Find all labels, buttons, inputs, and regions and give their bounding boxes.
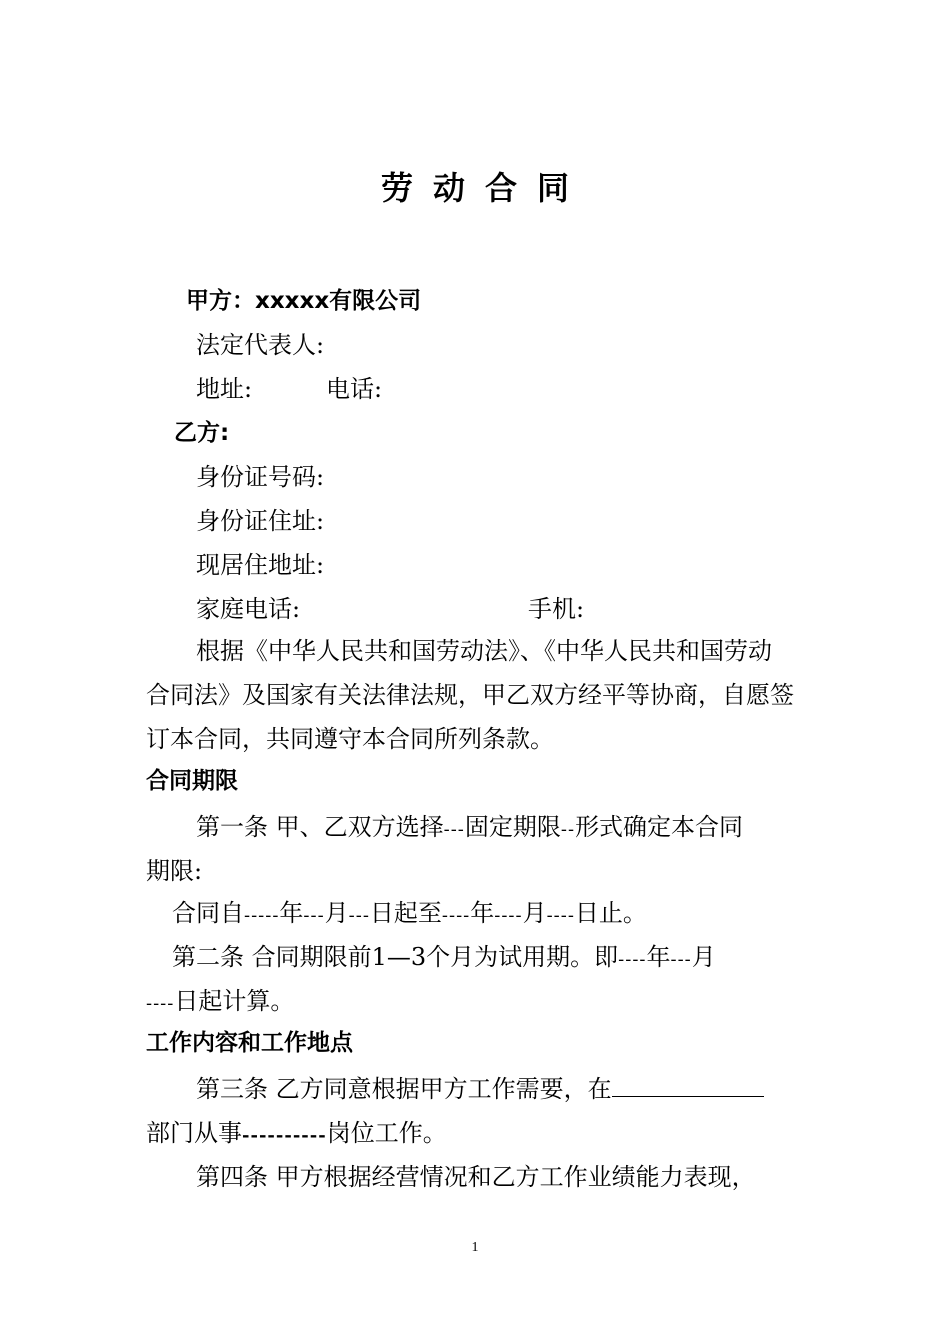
party-b-label: 乙方: <box>174 420 230 446</box>
article-2-line-1 <box>172 942 716 975</box>
home-phone-label: 家庭电话: <box>196 595 301 623</box>
article-1-line-2: 期限: <box>146 857 203 885</box>
article-2-line-2 <box>146 986 294 1019</box>
start-day-blank[interactable]: --- <box>348 905 370 926</box>
article-4-line-1: 第四条 甲方根据经营情况和乙方工作业绩能力表现， <box>196 1163 756 1191</box>
page-number: 1 <box>471 1240 479 1255</box>
preamble-line-3: 订本合同，共同遵守本合同所列条款。 <box>146 725 554 753</box>
section-heading-work-content: 工作内容和工作地点 <box>146 1030 353 1056</box>
term-type-value: 固定期限 <box>464 813 561 841</box>
probation-year-blank[interactable]: ---- <box>618 949 647 970</box>
text: 部门从事 <box>146 1119 242 1147</box>
section-heading-contract-term: 合同期限 <box>146 768 238 794</box>
article-3-line-1 <box>196 1074 764 1104</box>
text: 日起至 <box>369 899 442 927</box>
article-1-line-1 <box>196 812 743 845</box>
probation-day-blank[interactable]: ---- <box>146 993 175 1014</box>
article-1-text-end: 形式确定本合同 <box>575 813 744 841</box>
end-year-blank[interactable]: ---- <box>441 905 471 926</box>
text: 年 <box>646 943 671 971</box>
text: 月 <box>691 943 716 971</box>
start-month-blank[interactable]: --- <box>303 905 325 926</box>
id-number-label: 身份证号码: <box>196 463 325 491</box>
blank-field[interactable]: --- <box>443 819 465 840</box>
text: 岗位工作。 <box>326 1119 447 1147</box>
end-month-blank[interactable]: ---- <box>494 905 523 926</box>
text: 年 <box>470 899 495 927</box>
current-address-label: 现居住地址: <box>196 551 325 579</box>
text: 年 <box>279 899 304 927</box>
id-address-label: 身份证住址: <box>196 507 325 535</box>
party-a-label: 甲方：xxxxx有限公司 <box>186 288 422 314</box>
party-a-phone-label: 电话: <box>326 375 383 403</box>
contract-term-dates <box>172 898 647 931</box>
legal-rep-label: 法定代表人: <box>196 331 325 359</box>
text: 日起计算。 <box>174 987 295 1015</box>
article-3-line-2 <box>146 1118 447 1151</box>
probation-month-blank[interactable]: --- <box>670 949 692 970</box>
preamble-line-2: 合同法》及国家有关法律法规，甲乙双方经平等协商，自愿签 <box>146 681 794 709</box>
blank-field[interactable]: -- <box>560 819 576 840</box>
text: 第二条 合同期限前1—3个月为试用期。即 <box>172 943 619 971</box>
end-day-blank[interactable]: ---- <box>546 905 575 926</box>
text: 月 <box>324 899 349 927</box>
party-a-address-label: 地址: <box>196 375 253 403</box>
text: 日止。 <box>574 899 647 927</box>
start-year-blank[interactable]: ----- <box>244 905 280 926</box>
position-blank[interactable]: ---------- <box>242 1125 327 1146</box>
department-blank[interactable] <box>612 1074 764 1097</box>
text: 第三条 乙方同意根据甲方工作需要，在 <box>196 1075 612 1103</box>
mobile-label: 手机: <box>528 595 585 623</box>
document-title: 劳动合同 <box>380 169 589 207</box>
preamble-line-1: 根据《中华人民共和国劳动法》、《中华人民共和国劳动 <box>196 637 772 665</box>
text: 月 <box>522 899 547 927</box>
text: 合同自 <box>172 899 244 927</box>
article-1-text: 第一条 甲、乙双方选择 <box>196 813 444 841</box>
